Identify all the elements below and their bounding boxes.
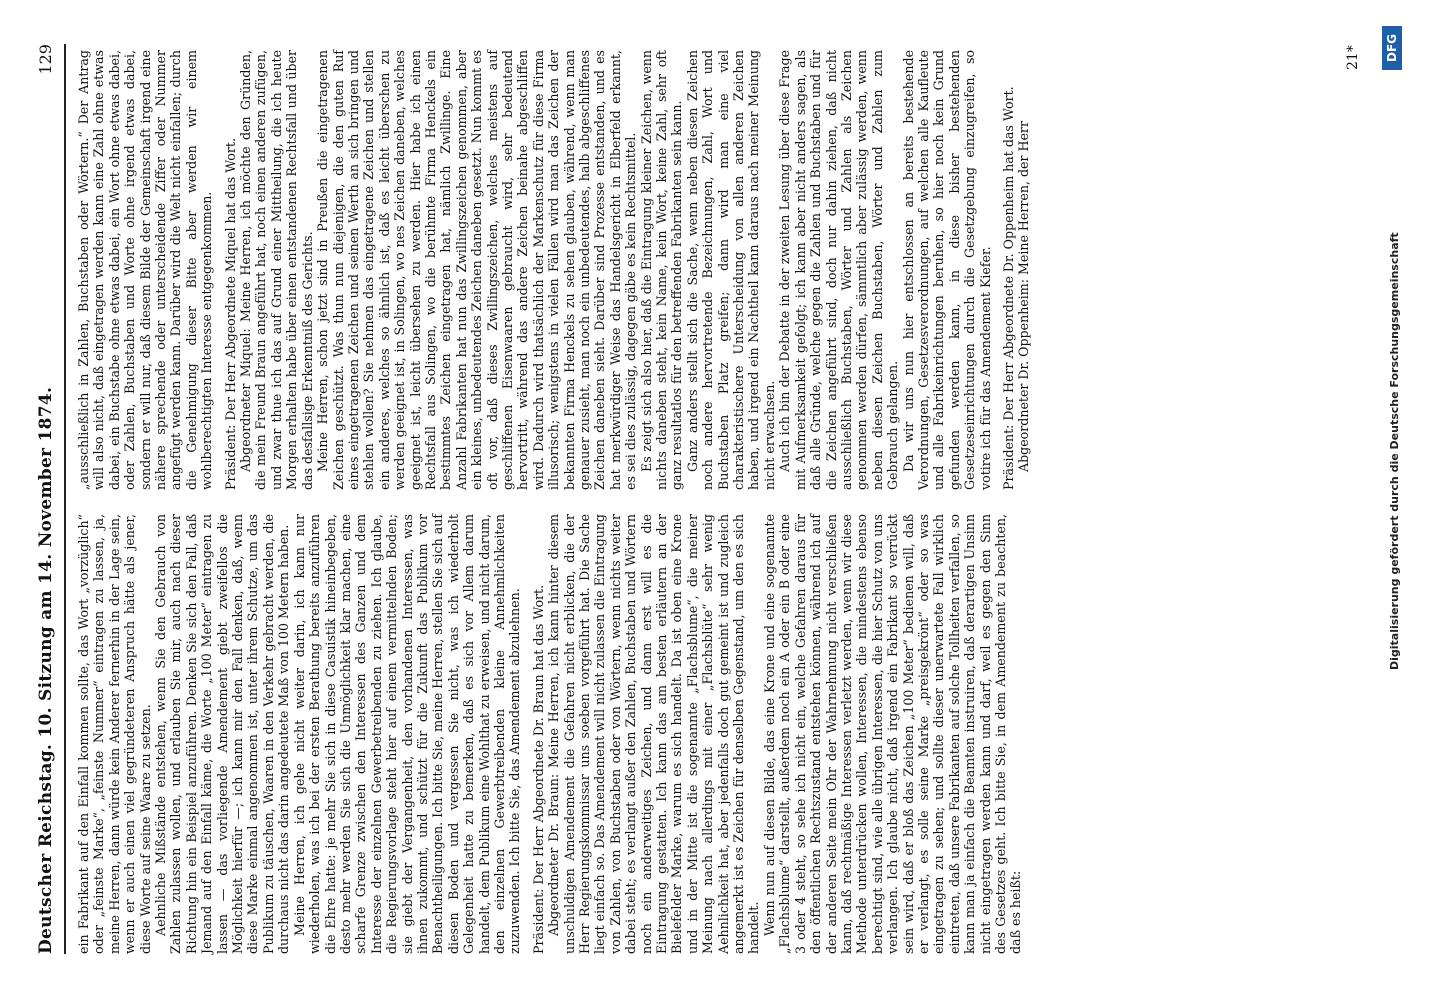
paragraph: Ganz anders stellt sich die Sache, wenn neben diesen Zeichen noch andere hervortretende Bezeichnungen, Zahl, Wort und Buchstaben Platz greifen; dann wird man eine viel charakteristischere Unterscheidung von allen anderen Zeichen haben, und irgend ein Nachtheil kann daraus nach meiner Meinung nicht erwachsen. [684,50,777,490]
signature-mark: 21* [1345,45,1361,70]
paragraph: Meine Herren, ich gehe nicht weiter darin, ich kann nur wiederholen, was ich bei der ersten Berathung bereits anzuführen die Ehre hatte: je mehr Sie sich in diese Casuistik hineinbegeben, desto mehr werden Sie sich die Unmöglichkeit klar machen, eine scharfe Grenze zwischen den Interessen des Ganzen und dem Interesse der einzelnen Gewerbetreibenden zu ziehen. Ich glaube, die Regierungsvorlage steht hier auf einem vermittelnden Boden; sie giebt der Vergangenheit, den vorhandenen Interessen, was ihnen zukommt, und schützt für die Zukunft das Publikum vor Benachtheiligungen. Ich bitte Sie, meine Herren, stellen Sie sich auf diesen Boden und vergessen Sie nicht, was ich wiederholt Gelegenheit hatte zu bemerken, daß es sich vor Allem darum handelt, dem Publikum eine Wohlthat zu erweisen, und nicht darum, den einzelnen Gewerbtreibenden kleine Annehmlichkeiten zuzuwenden. Ich bitte Sie, das Amendement abzulehnen. [291,514,523,954]
paragraph: Wenn nun auf diesen Bilde, das eine Krone und eine sogenannte „Flachsblume“ darstellt, außerdem noch ein A oder ein B oder eine 3 oder 4 steht, so sehe ich nicht ein, welche Gefahren daraus für den öffentlichen Rechtszustand entstehen können, während ich auf der anderen Seite mein Ohr der Wahrnehmung nicht verschließen kann, daß rechtmäßige Interessen verletzt werden, wenn wir diese Methode unterdrücken wollen, Interessen, die mindestens ebenso berechtigt sind, wie alle übrigen Interessen, die hier Schutz von uns verlangen. Ich glaube nicht, daß irgend ein Fabrikant so verrückt sein wird, daß er bloß das Zeichen „100 Meter“ bedienen will, daß er verlangt, es solle seine Marke „preisgekrönt“ oder so was eingetragen zu sehen; und sollte dieser unerwartete Fall wirklich eintreten, daß unsere Fabrikanten auf solche Tollheiten verfallen, so kann man ja einfach die Beamten instruiren, daß derartigen Unsinn nicht eingetragen werden kann und darf, weil es gegen den Sinn des Gesetzes geht. Ich bitte Sie, in dem Amendement zu beachten, daß es heißt: [761,514,1024,954]
paragraph: Präsident: Der Herr Abgeordnete Dr. Braun hat das Wort. [530,584,546,954]
paragraph: Da wir uns nun hier entschlossen an bereits bestehende Verordnungen, Gesetzesverordnungen, auf welchen alle Kaufleute und alle Fabrikeinrichtungen beruhen, so hier noch kein Grund gefunden werden kann, in diese bisher bestehenden Gesetzeseinrichtungen durch die Gesetzgebung einzugreifen, so votire ich für das Amendement Kiefer. [900,50,993,490]
paragraph: Meine Herren, schon jetzt sind in Preußen die eingetragenen Zeichen geschützt. Was thun nun diejenigen, die den guten Ruf eines eingetragenen Zeichen und seinen Werth an sich bringen und stehlen wollen? Sie nehmen das eingetragene Zeichen und stellen ein anderes, welches so ähnlich ist, daß es leicht überschen zu werden geeignet ist, in Solingen, wo nes Zeichen daneben, welches geeignet ist, leicht übersehen zu werden. Hier habe ich einen Rechtsfall aus Solingen, wo die berühmte Firma Henckels ein bestimmtes Zeichen eingetragen hat, nämlich Zwillinge. Eine Anzahl Fabrikanten hat nun das Zwillingszeichen genommen, aber ein kleines, unbedeutendes Zeichen daneben gesetzt. Nun kommt es oft vor, daß dieses Zwillingszeichen, welches meistens auf geschliffenen Eisenwaaren gebraucht wird, sehr bedeutend hervortritt, während das andere Zeichen beinahe abgeschliffen wird. Dadurch wird thatsächlich der Markenschutz für diese Firma illusorisch; wenigstens in vielen Fällen wird man das Zeichen der bekannten Firma Henckels zu sehen glauben, während, wenn man genauer zusieht, man noch ein unbedeutendes, halb abgeschliffenes Zeichen daneben sieht. Darüber sind Prozesse entstanden, und es hat merkwürdiger Weise das Handelsgericht in Elberfeld erkannt, es sei dies zulässig, dagegen gäbe es kein Rechtsmittel. [315,50,639,490]
paragraph: ein Fabrikant auf den Einfall kommen sollte, das Wort „vorzüglich“ oder „feinste Marke“, „feinste Nummer“ eintragen zu lassen, ja, meine Herren, dann würde kein Anderer fernerhin in der Lage sein, wenn er auch einen viel gegründeteren Anspruch hätte als jener, diese Worte auf seine Waare zu setzen. [76,514,153,954]
paragraph: Präsident: Der Herr Abgeordnete Dr. Oppenheim hat das Wort. [1000,86,1016,490]
right-column [76,50,1032,490]
paragraph: Auch ich bin der Debatte in der zweiten Lesung über diese Frage mit Aufmerksamkeit gefolgt; ich kann aber nicht anders sagen, als daß alle Gründe, welche gegen die Zahlen und Buchstaben und für die Zeichen angeführt sind, doch nur dahin ziehen, daß nicht ausschließlich Buchstaben, Wörter und Zahlen als Zeichen genommen werden dürfen, sämmtlich aber zulässig werden, wenn neben diesen Zeichen Buchstaben, Wörter und Zahlen zum Gebrauch gelangen. [777,50,901,490]
paragraph: Abgeordneter Dr. Braun: Meine Herren, ich kann hinter diesem unschuldigen Amendement die Gefahren nicht erblicken, die der Herr Regierungskommissar uns soeben vorgeführt hat. Die Sache liegt einfach so. Das Amendement will nicht zulassen die Eintragung von Zahlen, von Buchstaben oder von Wörtern, wenn nichts weiter dabei steht; es verlangt außer den Zahlen, Buchstaben und Wörtern noch ein anderweitiges Zeichen, und dann erst will es die Eintragung gestatten. Ich kann das am besten erläutern an der Bielefelder Marke, warum es sich handelt. Da ist oben eine Krone und in der Mitte ist die sogenannte „Flachsblume“, die meiner Meinung nach allerdings mit einer „Flachsblüte“ sehr wenig Aehnlichkeit hat, aber jedenfalls doch gut gemeint ist und zugleich angemerkt ist es Zeichen für denselben Gegenstand, um den es sich handelt. [546,514,762,954]
left-column [76,514,1024,954]
running-head [36,44,66,954]
paragraph: Abgeordneter Dr. Oppenheim: Meine Herren, der Herr [1016,121,1032,472]
page-number: 129 [36,44,55,75]
digitization-note: Digitalisierung gefördert durch die Deutsche Forschungsgemeinschaft [1388,232,1401,670]
paragraph: Es zeigt sich also hier, daß die Eintragung kleiner Zeichen, wenn nichts daneben steht, kein Name, kein Wort, keine Zahl, sehr oft ganz resultatlos für den betreffenden Fabrikanten sein kann. [638,50,685,490]
paragraph: Präsident: Der Herr Abgeordnete Miquel hat das Wort. [222,138,238,490]
page-title: Deutscher Reichstag. 10. Sitzung am 14. November 1874. [36,386,56,954]
dfg-logo: DFG [1382,26,1402,70]
paragraph: Abgeordneter Miquel: Meine Herren, ich möchte den Gründen, die mein Freund Braun angeführt hat, noch einen anderen zufügen, und zwar thue ich das auf Grund einer Mittheilung, die ich heute Morgen erhalten habe über einen entstandenen Rechtsfall und über das desfallsige Erkenntniß des Gerichts. [238,50,315,490]
paragraph: „ausschließlich in Zahlen, Buchstaben oder Wörtern.“ Der Antrag will also nicht, daß eingetragen werden kann eine Zahl ohne etwas dabei, ein Buchstabe ohne etwas dabei, ein Wort ohne etwas dabei, oder Zahlen, Buchstaben und Worte ohne irgend etwas dabei, sondern er will nur, daß diesem Bilde der Gemeinschaft irgend eine nähere sprechende oder unterscheidende Ziffer oder Nummer angefügt werden kann. Darüber wird die Welt nicht einfallen; durch die Genehmigung dieser Bitte aber werden wir einem wohlberechtigten Interesse entgegenkommen. [76,50,215,490]
header-rule [64,44,66,954]
paragraph: Aehnliche Mißstände entstehen, wenn Sie den Gebrauch von Zahlen zulassen wollen, und erlauben Sie mir, auch nach dieser Richtung hin ein Beispiel anzuführen. Denken Sie sich den Fall, daß Jemand auf den Einfall käme, die Worte „100 Meter“ eintragen zu lassen — das vorliegende Amendement giebt zweifellos die Möglichkeit hierfür —; ich kann mir den Fall denken, daß, wenn diese Marke einmal angenommen ist, unter ihrem Schutze, um das Publikum zu täuschen, Waaren in den Verkehr gebracht werden, die durchaus nicht das darin angedeutete Maß von 100 Metern haben. [153,514,292,954]
